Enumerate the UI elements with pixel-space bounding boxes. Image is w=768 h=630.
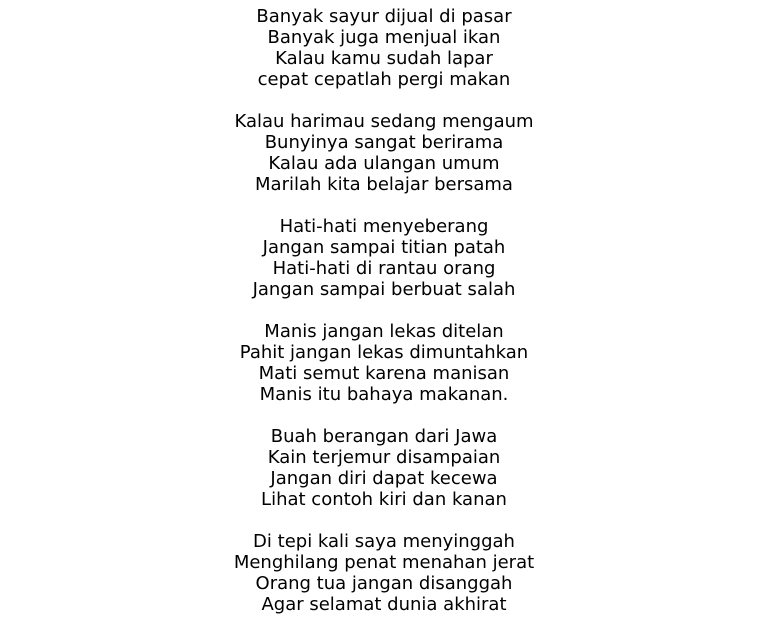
poem-line: Marilah kita belajar bersama bbox=[255, 174, 513, 195]
poem-line: Kalau ada ulangan umum bbox=[268, 153, 500, 174]
poem-line: Banyak juga menjual ikan bbox=[267, 27, 501, 48]
poem-line: Lihat contoh kiri dan kanan bbox=[261, 489, 507, 510]
poem-line: Pahit jangan lekas dimuntahkan bbox=[239, 342, 529, 363]
pantun-poem bbox=[0, 6, 768, 615]
poem-line: Mati semut karena manisan bbox=[258, 363, 510, 384]
poem-line: Manis jangan lekas ditelan bbox=[264, 321, 504, 342]
stanza-6 bbox=[0, 531, 768, 615]
stanza-2 bbox=[0, 111, 768, 195]
poem-line: Jangan sampai berbuat salah bbox=[252, 279, 516, 300]
poem-line: Kain terjemur disampaian bbox=[267, 447, 501, 468]
poem-line: Jangan sampai titian patah bbox=[262, 237, 506, 258]
poem-line: Hati-hati di rantau orang bbox=[272, 258, 496, 279]
poem-line: Bunyinya sangat berirama bbox=[264, 132, 504, 153]
poem-line: Di tepi kali saya menyinggah bbox=[253, 531, 515, 552]
poem-line: Agar selamat dunia akhirat bbox=[261, 594, 507, 615]
stanza-3 bbox=[0, 216, 768, 300]
poem-line: Kalau harimau sedang mengaum bbox=[234, 111, 534, 132]
poem-line: Menghilang penat menahan jerat bbox=[233, 552, 535, 573]
poem-line: Manis itu bahaya makanan. bbox=[259, 384, 509, 405]
stanza-4 bbox=[0, 321, 768, 405]
stanza-1 bbox=[0, 6, 768, 90]
poem-line: Orang tua jangan disanggah bbox=[255, 573, 513, 594]
poem-line: Kalau kamu sudah lapar bbox=[275, 48, 493, 69]
poem-line: Banyak sayur dijual di pasar bbox=[256, 6, 512, 27]
stanza-5 bbox=[0, 426, 768, 510]
poem-line: Buah berangan dari Jawa bbox=[270, 426, 498, 447]
poem-line: cepat cepatlah pergi makan bbox=[257, 69, 511, 90]
poem-line: Jangan diri dapat kecewa bbox=[270, 468, 498, 489]
poem-line: Hati-hati menyeberang bbox=[279, 216, 489, 237]
